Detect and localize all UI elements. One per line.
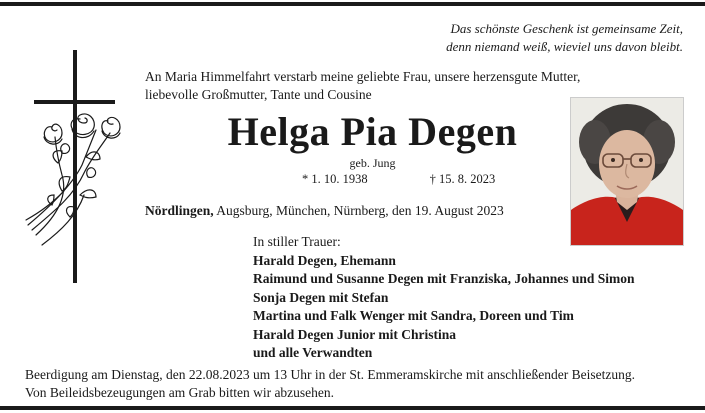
mourner-line: und alle Verwandten — [253, 345, 373, 360]
quote — [446, 20, 683, 56]
mourners-heading: In stiller Trauer: — [253, 234, 341, 249]
announcement-line-2: liebevolle Großmutter, Tante und Cousine — [145, 87, 372, 102]
announcement-text — [145, 68, 580, 104]
maiden-name: geb. Jung — [349, 156, 396, 170]
funeral-line-2: Von Beileidsbezeugungen am Grab bitten wir abzusehen. — [25, 385, 335, 400]
funeral-info — [25, 366, 635, 402]
portrait-photo — [570, 97, 684, 246]
mourner-line: Harald Degen, Ehemann — [253, 252, 396, 268]
top-border — [0, 2, 705, 6]
portrait-illustration — [571, 98, 683, 245]
bottom-border — [0, 406, 705, 410]
mourner-line: Martina und Falk Wenger mit Sandra, Doreen und Tim — [253, 308, 574, 323]
funeral-line-1: Beerdigung am Dienstag, den 22.08.2023 um 13 Uhr in der St. Emmeramskirche mit anschließender Beisetzung. — [25, 367, 635, 382]
mourners-list — [253, 233, 635, 363]
announcement-line-1: An Maria Himmelfahrt verstarb meine geliebte Frau, unsere herzensgute Mutter, — [145, 69, 581, 84]
cross-with-roses-icon — [22, 45, 132, 285]
mourner-line: Sonja Degen mit Stefan — [253, 289, 389, 305]
quote-line-1: Das schönste Geschenk ist gemeinsame Zeit, — [450, 21, 683, 36]
birth-date: * 1. 10. 1938 — [302, 172, 368, 186]
mourner-line: Raimund und Susanne Degen mit Franziska, Johannes und Simon — [253, 271, 635, 286]
place-city: Nördlingen, — [145, 203, 214, 218]
quote-line-2: denn niemand weiß, wieviel uns davon bleibt. — [446, 39, 683, 54]
mourner-line: Harald Degen Junior mit Christina — [253, 326, 457, 342]
death-date: † 15. 8. 2023 — [429, 172, 496, 186]
place-and-date — [145, 203, 504, 219]
deceased-name: Helga Pia Degen — [227, 109, 518, 154]
place-rest: Augsburg, München, Nürnberg, den 19. August 2023 — [213, 203, 504, 218]
life-dates — [302, 172, 495, 187]
